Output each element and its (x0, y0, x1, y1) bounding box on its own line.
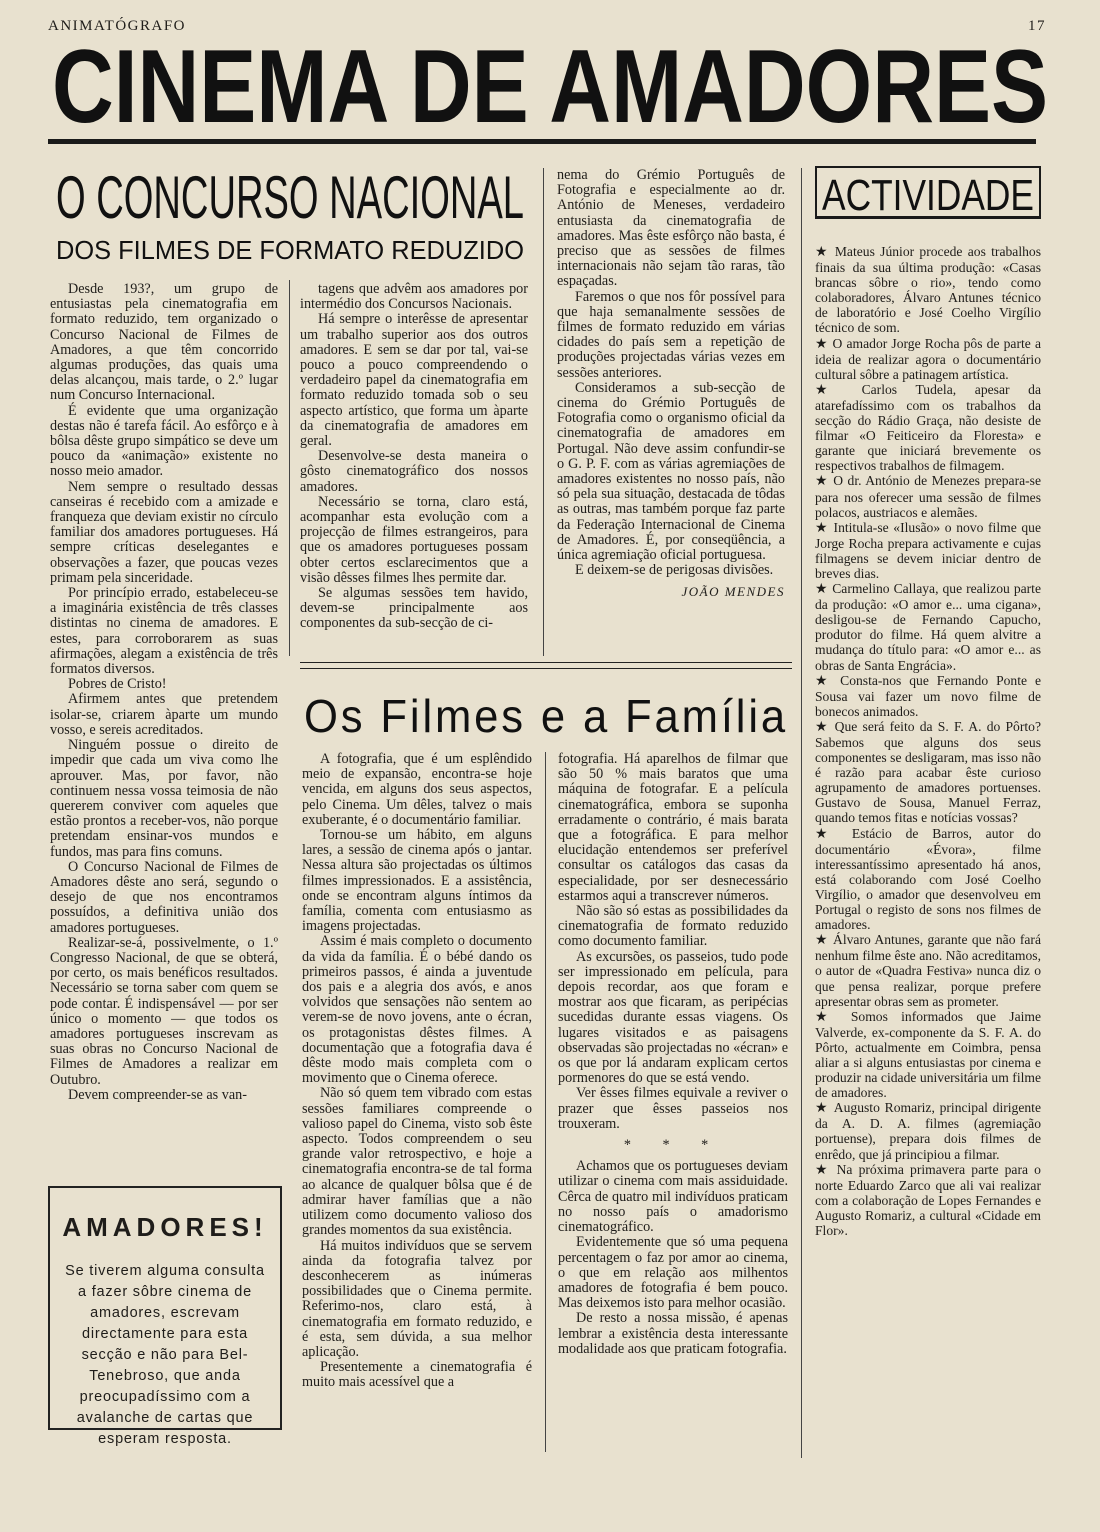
paragraph: As excursões, os passeios, tudo pode ser impressionado em película, para depois recordar, aos que foram e mostrar aos que ficaram, as peripécias sucedidas durante essas viagens. Os lugares visitados e as paisagens observadas são projectadas no «écran» e os que por lá andaram explicam certos pormenores do que se está vendo. (558, 948, 788, 1087)
paragraph: Afirmem antes que pretendem isolar-se, criarem àparte um mundo vosso, e sereis acreditados. (50, 691, 278, 738)
page-number: 17 (1028, 18, 1046, 34)
paragraph: Achamos que os portugueses deviam utilizar o cinema com mais assiduidade. Cêrca de quatro mil indivíduos praticam no nosso país o amadorismo cinematográfico. (558, 1158, 788, 1236)
news-item (815, 473, 1041, 519)
sidebar-title-svg (817, 168, 1039, 216)
paragraph: Pobres de Cristo! (68, 676, 167, 693)
paragraph: Devem compreender-se as van- (68, 1086, 247, 1103)
news-item (815, 581, 1041, 673)
column-divider (801, 168, 802, 1458)
article1-title-line1: O CONCURSO NACIONAL (56, 168, 524, 228)
paragraph: Não só quem tem vibrado com estas sessões familiares compreende o valioso papel do Cinema, visto sob êste aspecto. Todos compreendem o seu grande valor retrospectivo, e hoje a cinematografia encontra-se de tal forma ao alcance de qualquer bôlsa que é de admirar haver famílias que a não utilizem como documento valioso dos grandes momentos da sua existência. (302, 1085, 532, 1239)
paragraph: Há muitos indivíduos que se servem ainda da fotografia talvez por desconhecerem as inúmeras possibilidades que o Cinema permite. Referimo-nos, claro está, à cinematografia em formato reduzido, e é esta, sem dúvida, a sua melhor aplicação. (302, 1237, 532, 1360)
section-break: * * * (623, 1137, 723, 1154)
star-icon: ★ (815, 582, 833, 598)
news-item (815, 1100, 1041, 1161)
star-icon: ★ (815, 1009, 851, 1025)
news-item-text: Carmelino Callaya, que realizou parte da produção: «O amor e... uma cigana», desligou-se de Fernando Capucho, produtor do filme. Há quem alvitre a mudança do título para: «O amor e... as obras de Santa Engrácia». (815, 581, 1041, 673)
paragraph: Consideramos a sub-secção de cinema do Grémio Português de Fotografia como o organismo oficial da cinematografia de amadores em Portugal. Não deve assim confundir-se o G. P. F. com as várias agremiações de amadores existentes no nosso país, não só pela sua situação, destacada de tôdas as outras, mas também porque faz parte da Federação Internacional de Cinema de Amadores. É, por conseqüência, a única agremiação oficial portuguesa. (557, 379, 785, 564)
paragraph: Evidentemente que só uma pequena percentagem o faz por amor ao cinema, o que em relação aos milhentos amadores de fotografia é bem pouco. Mas deixemos isto para melhor ocasião. (558, 1234, 788, 1312)
news-item (815, 336, 1041, 382)
star-icon: ★ (815, 826, 852, 842)
box-body: Se tiverem alguma consulta a fazer sôbre cinema de amadores, escrevam directamente para esta secção e não para Bel-Tenebroso, que anda preocupadíssimo com a avalanche de cartas que esperam resposta. (65, 1263, 265, 1447)
article2-col1 (302, 752, 532, 1391)
star-icon: ★ (815, 245, 835, 260)
news-item (815, 826, 1041, 933)
news-item (815, 673, 1041, 719)
article2-title-text: Os Filmes e a Família (304, 690, 788, 742)
news-item (815, 382, 1041, 474)
paragraph: Necessário se torna, claro está, acompanhar esta evolução com a projecção de filmes estrangeiros, para que os amadores portugueses possam obter certos esclarecimentos que a visão dêsses filmes lhes permite dar. (300, 493, 528, 586)
paragraph: Realizar-se-á, possivelmente, o 1.º Congresso Nacional, de que se obterá, por certo, os mais benéficos resultados. Necessário se torna saber com quem se pode contar. É indispensável — por ser único o momento — que todos os amadores portugueses inscrevam as suas obras no Concurso Nacional de Filmes de Amadores a realizar em Outubro. (50, 934, 278, 1088)
column-divider (545, 752, 546, 1452)
news-item-text: Consta-nos que Fernando Ponte e Sousa vai fazer um novo filme de bonecos animados. (815, 672, 1041, 719)
paragraph: fotografia. Há aparelhos de filmar que são 50 % mais baratos que uma máquina de fotografar. E a película cinematográfica, embora se suponha erradamente o contrário, é mais barata que a fotográfica. E para melhor elucidação entendemos ser preferível consultar os catálogos das casas da especialidade, por ser desnecessário estarmos aqui a transcrever números. (558, 751, 788, 904)
article1-subtitle (54, 234, 526, 264)
paragraph: E deixem-se de perigosas divisões. (575, 562, 774, 579)
news-item-text: Na próxima primavera parte para o norte Eduardo Zarco que ali vai realizar com a colaboração de Lopes Fernandes e Augusto Romariz, a cultural «Cidade em Flor». (815, 1161, 1041, 1238)
column-divider (543, 168, 544, 656)
star-icon: ★ (815, 474, 834, 490)
article2-col2 (558, 752, 788, 1357)
news-item (815, 932, 1041, 1008)
paragraph: tagens que advêm aos amadores por intermédio dos Concursos Nacionais. (300, 281, 528, 313)
publication-name: ANIMATÓGRAFO (48, 18, 187, 34)
article1-col1 (50, 282, 278, 1103)
paragraph: Não são só estas as possibilidades da cinematografia de formato reduzido como documento familiar. (558, 903, 788, 950)
news-item-text: Intitula-se «Ilusão» o novo filme que Jorge Rocha prepara activamente e cujas filmagens se devem iniciar dentro de breves dias. (815, 519, 1041, 581)
paragraph: Desde 193?, um grupo de entusiastas pela cinematografia em formato reduzido, tem organizado o Concurso Nacional de Filmes de Amadores, a que têm concorrido algumas produções, das quais uma delas alcançou, mais tarde, o 2.º lugar num Concurso Internacional. (50, 281, 278, 404)
news-item (815, 520, 1041, 581)
news-item-text: Carlos Tudela, apesar da atarefadíssimo com os trabalhos da secção do Rádio Graça, não desiste de filmar «O Feiticeiro da Floresta» e garante que iniciará brevemente os respectivos trabalhos de filmagem. (815, 381, 1041, 474)
news-item (815, 1009, 1041, 1101)
sidebar-items (815, 244, 1041, 1238)
column-divider (289, 280, 290, 656)
star-icon: ★ (815, 1101, 834, 1117)
paragraph: Há sempre o interêsse de apresentar um trabalho superior aos dos outros amadores. E sem se dar por tal, vai-se pouco a pouco compreendendo o verdadeiro papel da cinematografia em formato reduzido tomada sob o seu aspecto artístico, que forma um àparte da cinematografia de amadores em geral. (300, 311, 528, 450)
paragraph: Desenvolve-se desta maneira o gôsto cinematográfico dos nossos amadores. (300, 448, 528, 495)
paragraph: Assim é mais completo o documento da vida da família. É o bébé dando os primeiros passos, é ainda a juventude dos pais e a alegria dos avós, e anos volvidos que sensações não sentem ao verem-se de novo jovens, ante o écran, os protagonistas dêstes filmes. A documentação que a fotografia dava é dêste modo mais completa com o movimento que o Cinema oferece. (302, 933, 532, 1087)
news-item (815, 1162, 1041, 1238)
paragraph: Ver êsses filmes equivale a reviver o prazer que êsses passeios nos trouxeram. (558, 1085, 788, 1132)
sidebar-title: ACTIVIDADE (822, 171, 1034, 216)
star-icon: ★ (815, 933, 834, 949)
star-icon: ★ (815, 382, 862, 398)
paragraph: Faremos o que nos fôr possível para que haja semanalmente sessões de filmes de formato reduzido em várias cidades do país sem a repetição de produções projectadas várias vezes em sessões anteriores. (557, 288, 785, 381)
author-signature: JOÃO MENDES (681, 584, 785, 600)
running-header (48, 18, 1046, 35)
article1-title (54, 168, 526, 228)
news-item-text: Augusto Romariz, principal dirigente da A. D. A. filmes (agremiação portuense), prepara dois filmes de enrêdo, que já principiou a filmar. (815, 1100, 1041, 1162)
sidebar-title-box (815, 166, 1041, 219)
news-item-text: Álvaro Antunes, garante que não fará nenhum filme êste ano. Não acreditamos, o autor de «Quadra Festiva» nunca diz o que pensa realizar, porque prefere apresentar obras sem as prometer. (815, 932, 1041, 1009)
news-item-text: O amador Jorge Rocha pôs de parte a ideia de realizar agora o documentário cultural sôbre a patinagem artística. (815, 335, 1041, 382)
news-item-text: O dr. António de Menezes prepara-se para nos oferecer uma sessão de filmes polacos, austriacos e alemães. (815, 473, 1041, 520)
paragraph: Por princípio errado, estabeleceu-se a imaginária existência de três classes distintas no cinema de amadores. E estes, para corroborarem as suas afirmações, alegam a existência de três formatos diversos. (50, 585, 278, 678)
news-item (815, 719, 1041, 826)
box-title: AMADORES! (62, 1212, 268, 1242)
article1-col2 (300, 282, 528, 632)
news-item-text: Somos informados que Jaime Valverde, ex-componente da S. F. A. do Pôrto, actualmente em Coimbra, pensa aliar a si alguns entusiastas por cinema e produzir na cidade universitária um filme de amadores. (815, 1008, 1041, 1101)
star-icon: ★ (815, 673, 841, 689)
news-item (815, 244, 1041, 336)
star-icon: ★ (815, 719, 835, 735)
paragraph: Nem sempre o resultado dessas canseiras é recebido com a amizade e franqueza que deviam existir no círculo familiar dos amadores portugueses. Há sempre críticas deselegantes e observações a fazer, que poucas vezes primam pela sinceridade. (50, 478, 278, 586)
article1-title-line2: DOS FILMES DE FORMATO REDUZIDO (56, 235, 524, 264)
amadores-box (48, 1186, 282, 1447)
news-item-text: Mateus Júnior procede aos trabalhos finais da sua última produção: «Casas brancas sôbre o rio», tendo como colaboradores, Álvaro Antunes técnico de laboratório e José Coelho Virgílio técnico de som. (815, 244, 1041, 336)
section-divider (300, 662, 792, 669)
article2-title (300, 686, 792, 744)
paragraph: A fotografia, que é um esplêndido meio de expansão, encontra-se hoje vencida, em alguns dos seus aspectos, pelo Cinema. Um dêles, talvez o mais exuberante, é o documentário familiar. (302, 751, 532, 828)
star-icon: ★ (815, 1162, 837, 1178)
masthead (44, 36, 1056, 136)
star-icon: ★ (815, 336, 833, 352)
article1-col3 (557, 168, 785, 600)
paragraph: É evidente que uma organização destas não é tarefa fácil. Ao esfôrço e à bôlsa dêste grupo simpático se deve um pouco da «animação» existente no nosso meio amador. (50, 402, 278, 480)
paragraph: Tornou-se um hábito, em alguns lares, a sessão de cinema após o jantar. Nessa altura são projectadas os últimos filmes impressionados. E a assistência, onde se encontram alguns íntimos da família, comenta com entusiasmo as imagens projectadas. (302, 827, 532, 935)
star-icon: ★ (815, 520, 834, 536)
news-item-text: Que será feito da S. F. A. do Pôrto? Sabemos que alguns dos seus componentes se desligaram, mas isso não é razão para acabar êste curioso agrupamento de amadores portuenses. Gustavo de Sousa, Manuel Ferraz, quando temos fitas e notícias vossas? (815, 718, 1041, 826)
paragraph: Se algumas sessões tem havido, devem-se principalmente aos componentes da sub-secção de ci- (300, 585, 528, 632)
paragraph: nema do Grémio Português de Fotografia e especialmente ao dr. António de Meneses, verdadeiro entusiasta da cinematografia de amadores. Mas êste esfôrço não basta, é preciso que as sessões de filmes internacionais não sejam tão raras, tão espaçadas. (557, 167, 785, 290)
paragraph: Presentemente a cinematografia é muito mais acessível que a (302, 1359, 532, 1391)
paragraph: Ninguém possue o direito de impedir que cada um viva como lhe aprouver. Mas, por favor, não continuem nessa vossa teimosia de não quererem conviver com aqueles que estão prontos a receber-vos, não porque pretendam ensinar-vos mundos e fundos, mas para fins comuns. (50, 737, 278, 860)
masthead-rule (48, 139, 1036, 144)
paragraph: De resto a nossa missão, é apenas lembrar a existência desta interessante modalidade aos que praticam fotografia. (558, 1310, 788, 1357)
paragraph: O Concurso Nacional de Filmes de Amadores dêste ano será, segundo o desejo de que nos encontramos possuídos, a definitiva união dos amadores portugueses. (50, 858, 278, 936)
masthead-title: CINEMA DE AMADORES (52, 36, 1048, 136)
news-item-text: Estácio de Barros, autor do documentário «Évora», filme interessantíssimo apresentado há anos, está colaborando com José Coelho Virgílio, o amador que desenvolveu em Portugal o registo de sons nos filmes de amadores. (815, 825, 1041, 933)
